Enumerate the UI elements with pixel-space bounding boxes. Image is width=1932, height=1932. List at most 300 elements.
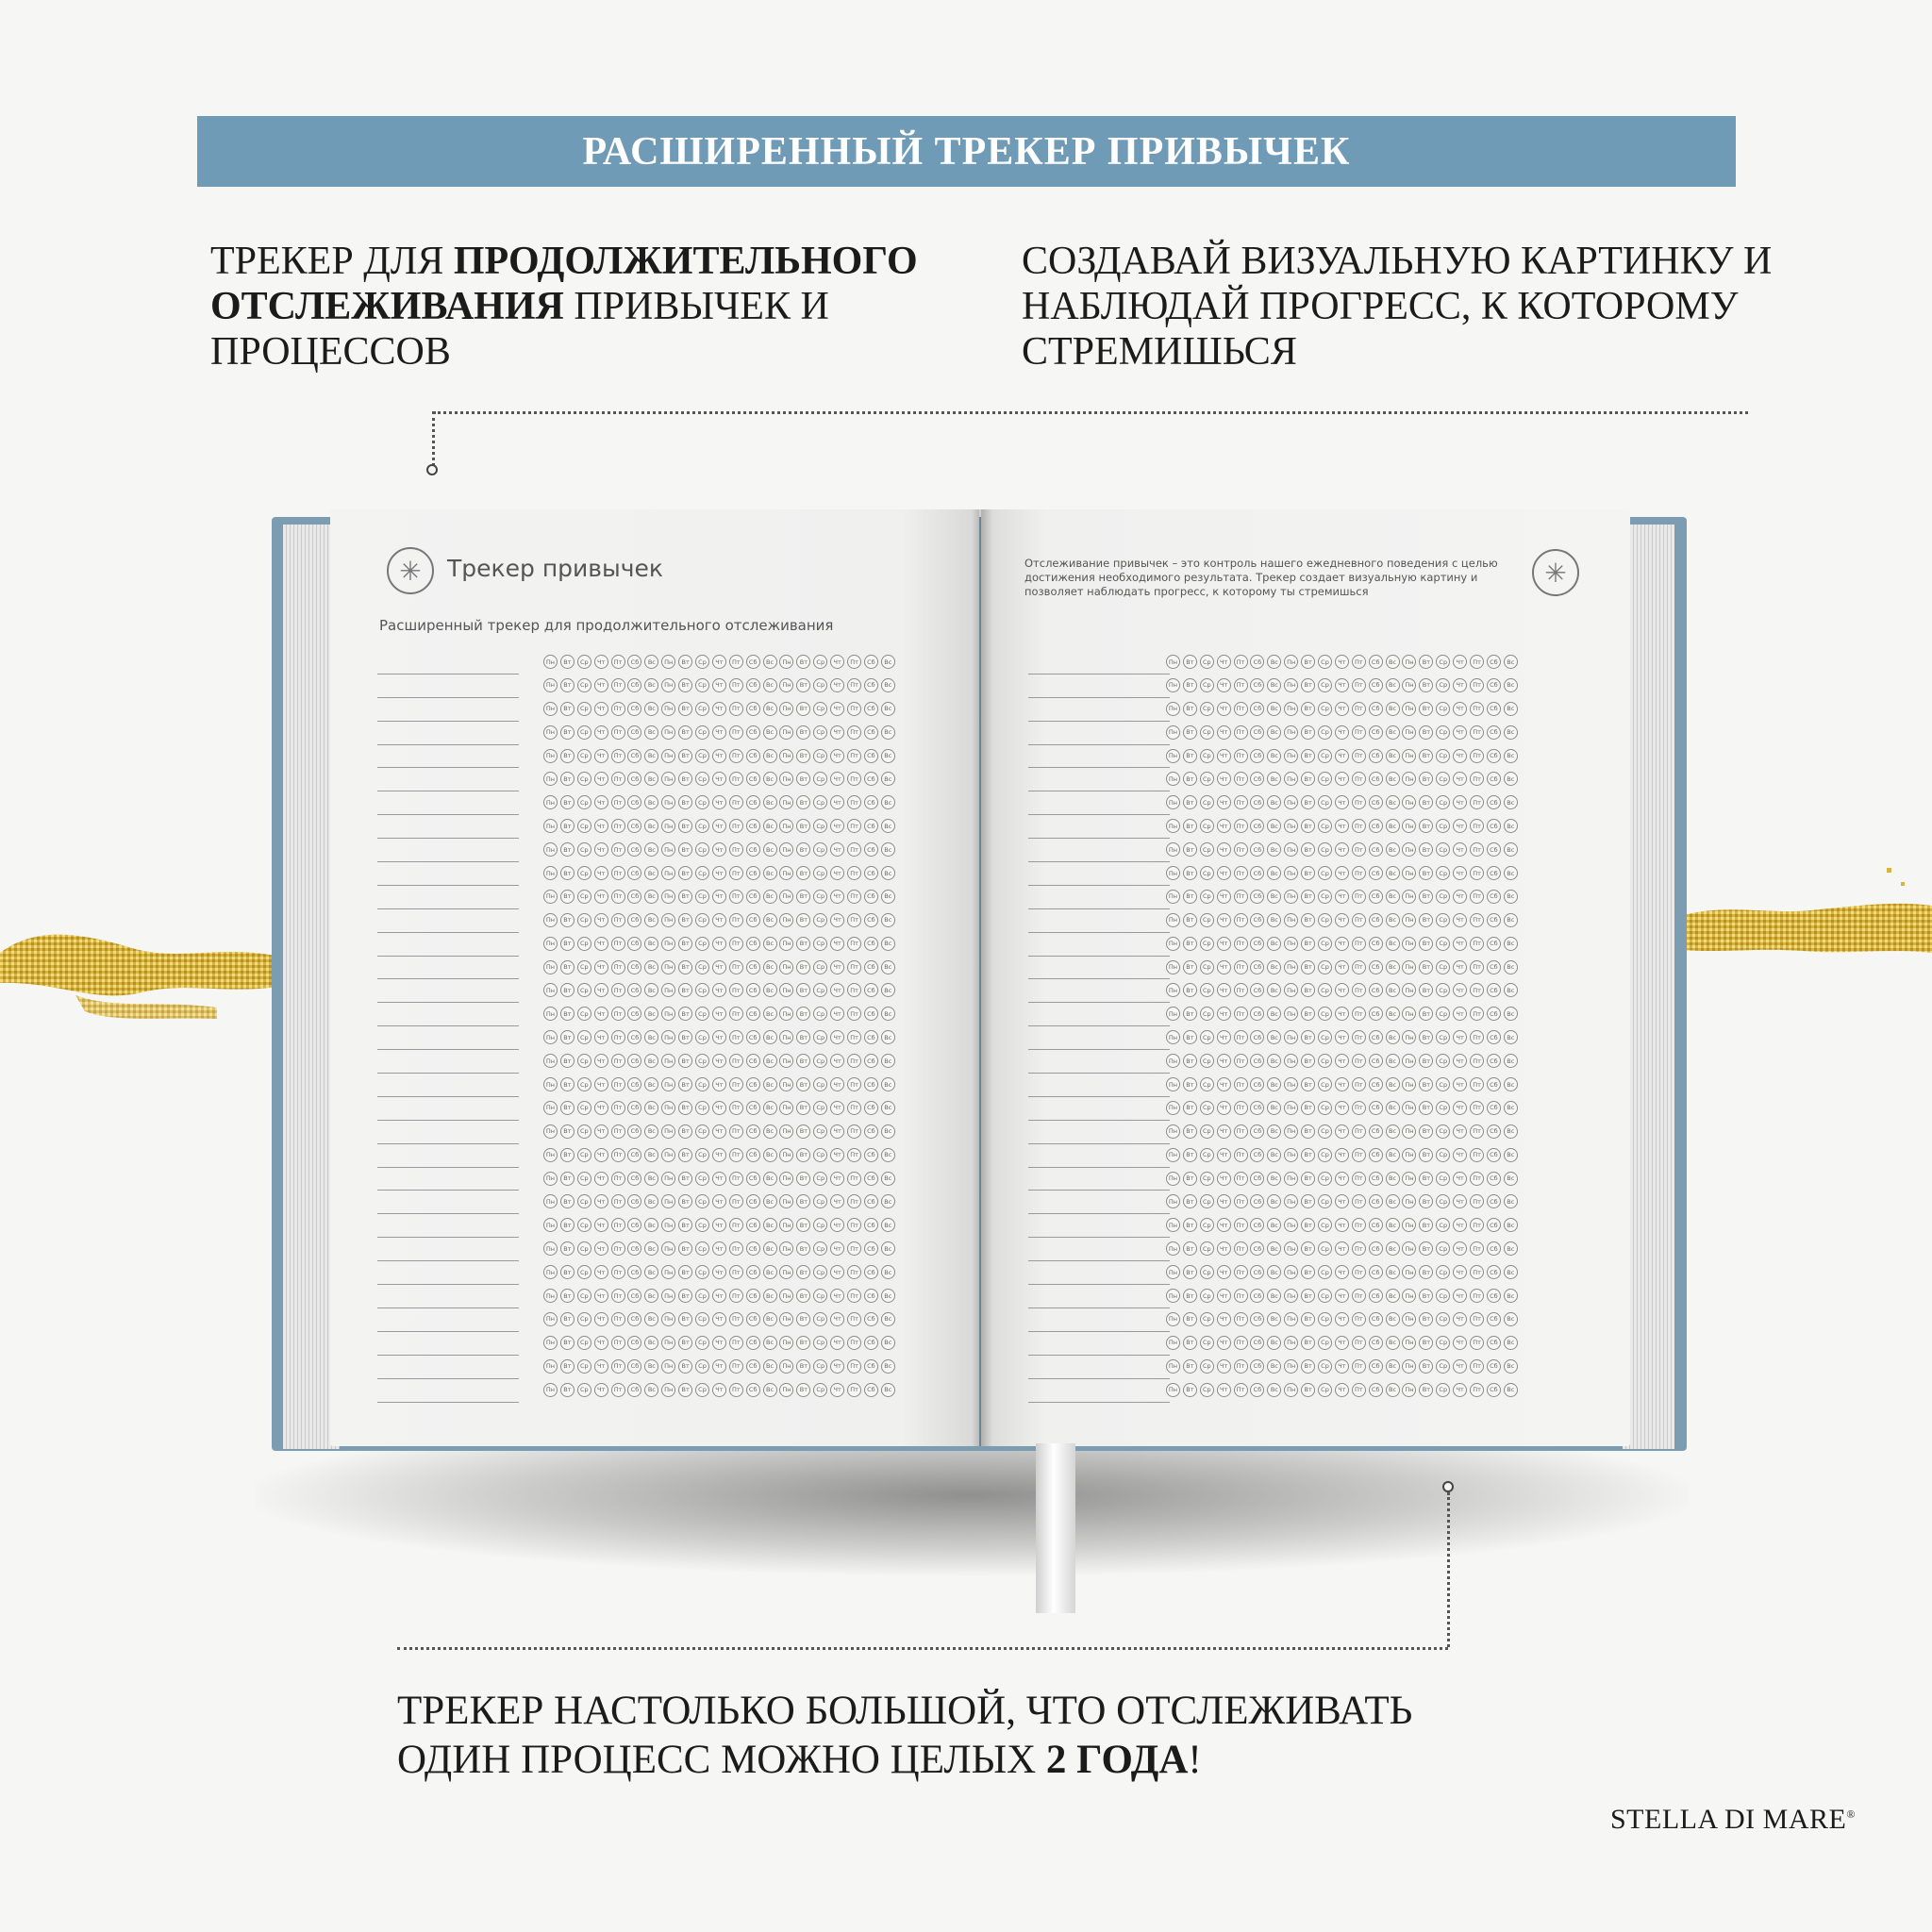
weekday-circle: Вт	[678, 1124, 692, 1139]
weekday-circle: Чт	[594, 1054, 608, 1068]
weekday-circle: Вт	[1183, 1101, 1197, 1115]
weekday-circle: Вт	[1419, 1172, 1433, 1186]
weekday-circle: Ср	[813, 749, 827, 763]
weekday-circle: Пн	[1166, 1383, 1180, 1397]
weekday-circle: Вт	[796, 1336, 810, 1350]
weekday-circle: Вт	[1183, 1289, 1197, 1303]
weekday-circle: Ср	[813, 1265, 827, 1279]
weekday-circle: Пн	[779, 866, 793, 880]
weekday-circle: Пт	[729, 1383, 743, 1397]
weekday-circle: Пт	[611, 913, 625, 927]
weekday-circle: Ср	[813, 795, 827, 809]
weekday-circle: Сб	[864, 1054, 878, 1068]
right-page	[981, 509, 1630, 1446]
weekday-circle: Пт	[611, 1383, 625, 1397]
weekday-circle: Чт	[1335, 1077, 1349, 1091]
weekday-circle: Вс	[644, 1289, 658, 1303]
weekday-circle: Чт	[712, 1172, 726, 1186]
weekday-circle: Чт	[1217, 1312, 1231, 1326]
weekday-circle: Пн	[661, 678, 675, 692]
feature-bottom-bold: 2 ГОДА	[1045, 1738, 1189, 1782]
weekday-circle: Вс	[1386, 1383, 1400, 1397]
weekday-circle: Пн	[779, 1218, 793, 1232]
weekday-circle: Пн	[779, 1077, 793, 1091]
weekday-circle: Ср	[813, 1359, 827, 1374]
weekday-circle: Вс	[1267, 1359, 1281, 1374]
weekday-circle: Пт	[847, 1030, 861, 1044]
habit-name-line	[1028, 675, 1170, 698]
weekday-circle: Чт	[1453, 725, 1467, 740]
weekday-circle: Сб	[864, 1383, 878, 1397]
weekday-circle: Пт	[611, 1124, 625, 1139]
habit-name-line	[377, 745, 519, 769]
weekday-circle: Пн	[543, 1265, 558, 1279]
weekday-circle: Вт	[1301, 1312, 1315, 1326]
weekday-circle: Пн	[1166, 1312, 1180, 1326]
weekday-circle: Вс	[881, 1265, 895, 1279]
weekday-circle: Пн	[779, 960, 793, 974]
weekday-circle: Пт	[1234, 1007, 1248, 1021]
weekday-circle: Пт	[1470, 1030, 1484, 1044]
weekday-circle: Ср	[813, 1148, 827, 1162]
weekday-circle: Пт	[1234, 1124, 1248, 1139]
weekday-circle: Пн	[1284, 937, 1298, 951]
weekday-circle: Пн	[1402, 1359, 1416, 1374]
habit-name-line	[1028, 1168, 1170, 1191]
weekday-circle: Чт	[830, 772, 844, 786]
weekday-circle: Чт	[1335, 1172, 1349, 1186]
weekday-circle: Сб	[627, 795, 641, 809]
weekday-circle: Ср	[1318, 1148, 1332, 1162]
weekday-circle: Пн	[1402, 1030, 1416, 1044]
weekday-circle: Пн	[1402, 678, 1416, 692]
weekday-circle: Чт	[712, 1383, 726, 1397]
weekday-circle: Пн	[661, 1241, 675, 1256]
weekday-circle: Ср	[1436, 655, 1450, 669]
weekday-circle: Сб	[627, 1289, 641, 1303]
weekday-circle: Ср	[1436, 772, 1450, 786]
weekday-circle: Вс	[763, 1312, 777, 1326]
weekday-circle: Ср	[695, 866, 709, 880]
weekday-circle: Вс	[1386, 1265, 1400, 1279]
weekday-circle: Вт	[560, 913, 575, 927]
weekday-circle: Ср	[1318, 1054, 1332, 1068]
weekday-circle: Вт	[1301, 1124, 1315, 1139]
weekday-circle: Вс	[1386, 1289, 1400, 1303]
weekday-circle: Пн	[1166, 678, 1180, 692]
habit-name-lines-left	[377, 651, 519, 1403]
weekday-circle: Вс	[644, 983, 658, 997]
weekday-circle: Пн	[543, 1241, 558, 1256]
weekday-circle: Чт	[712, 655, 726, 669]
weekday-circle: Вс	[644, 1172, 658, 1186]
weekday-circle: Пн	[1284, 725, 1298, 740]
weekday-circle: Сб	[1487, 1218, 1501, 1232]
weekday-circle: Пн	[661, 1054, 675, 1068]
banner-title: РАСШИРЕННЫЙ ТРЕКЕР ПРИВЫЧЕК	[582, 129, 1351, 174]
weekday-circle: Вс	[644, 1007, 658, 1021]
weekday-circle: Пн	[661, 1101, 675, 1115]
weekday-circle: Вс	[1267, 819, 1281, 833]
weekday-circle: Чт	[1453, 1054, 1467, 1068]
weekday-circle: Пн	[1166, 1336, 1180, 1350]
weekday-circle: Пн	[543, 937, 558, 951]
weekday-circle: Вт	[796, 655, 810, 669]
weekday-circle: Ср	[1436, 1383, 1450, 1397]
dotted-connector-bottom	[397, 1647, 1448, 1650]
weekday-circle: Пн	[661, 890, 675, 904]
weekday-circle: Чт	[594, 725, 608, 740]
weekday-circle: Сб	[1369, 1336, 1383, 1350]
weekday-circle: Пт	[847, 1101, 861, 1115]
habit-name-line	[1028, 909, 1170, 933]
weekday-circle: Сб	[864, 1218, 878, 1232]
weekday-circle: Вт	[1301, 1007, 1315, 1021]
weekday-circle: Ср	[1318, 1218, 1332, 1232]
habit-name-line	[377, 862, 519, 886]
weekday-circle: Пт	[729, 1312, 743, 1326]
weekday-circle: Сб	[746, 1077, 760, 1091]
weekday-circle: Вт	[678, 1265, 692, 1279]
weekday-circle: Вт	[678, 1148, 692, 1162]
habit-name-line	[1028, 722, 1170, 745]
weekday-circle: Пн	[779, 937, 793, 951]
weekday-circle: Сб	[627, 1241, 641, 1256]
weekday-circle: Вс	[1504, 795, 1518, 809]
weekday-circle: Пт	[1470, 819, 1484, 833]
weekday-circle: Чт	[1217, 678, 1231, 692]
weekday-circle: Сб	[864, 1077, 878, 1091]
weekday-circle: Чт	[1335, 866, 1349, 880]
weekday-circle: Пт	[847, 1148, 861, 1162]
weekday-circle: Пн	[1402, 1383, 1416, 1397]
weekday-circle: Пн	[1166, 842, 1180, 857]
weekday-circle: Пн	[661, 1077, 675, 1091]
weekday-circle: Вт	[796, 1194, 810, 1208]
weekday-circle: Вт	[1183, 1054, 1197, 1068]
weekday-circle: Вс	[1386, 1124, 1400, 1139]
weekday-circle: Чт	[594, 702, 608, 716]
weekday-circle: Вс	[881, 1148, 895, 1162]
weekday-circle: Сб	[1487, 1124, 1501, 1139]
left-page	[330, 509, 979, 1446]
weekday-circle: Сб	[1487, 1241, 1501, 1256]
weekday-circle: Сб	[1369, 842, 1383, 857]
weekday-circle: Пн	[1284, 1383, 1298, 1397]
weekday-circle: Ср	[695, 1101, 709, 1115]
weekday-circle: Пт	[1234, 1101, 1248, 1115]
weekday-circle: Пт	[1352, 983, 1366, 997]
weekday-circle: Ср	[1200, 1101, 1214, 1115]
weekday-circle: Сб	[1487, 960, 1501, 974]
weekday-circle: Ср	[1436, 725, 1450, 740]
weekday-circle: Вс	[1267, 795, 1281, 809]
weekday-circle: Вт	[1419, 1007, 1433, 1021]
weekday-circle: Вт	[678, 1007, 692, 1021]
habit-name-line	[1028, 1097, 1170, 1121]
weekday-circle: Ср	[695, 1148, 709, 1162]
weekday-circle: Сб	[1487, 1077, 1501, 1091]
weekday-circle: Ср	[813, 842, 827, 857]
weekday-circle: Пн	[1166, 1241, 1180, 1256]
weekday-circle: Вс	[763, 1148, 777, 1162]
weekday-circle: Пн	[1402, 1265, 1416, 1279]
weekday-circle: Вс	[1267, 866, 1281, 880]
weekday-circle: Пн	[661, 937, 675, 951]
weekday-circle: Вс	[1386, 678, 1400, 692]
weekday-circle: Пн	[543, 842, 558, 857]
weekday-circle: Чт	[1335, 749, 1349, 763]
weekday-circle: Вт	[796, 1241, 810, 1256]
weekday-circle: Чт	[1453, 960, 1467, 974]
weekday-circle: Чт	[1217, 1265, 1231, 1279]
weekday-circle: Вт	[678, 1241, 692, 1256]
weekday-circle: Сб	[746, 1218, 760, 1232]
weekday-circle: Чт	[1335, 819, 1349, 833]
habit-name-line	[1028, 698, 1170, 722]
weekday-circle: Ср	[1436, 1007, 1450, 1021]
weekday-circle: Вт	[1301, 1077, 1315, 1091]
weekday-circle: Сб	[746, 1030, 760, 1044]
feature-left-text-end: ПРИВЫЧЕК И ПРОЦЕССОВ	[210, 285, 829, 374]
weekday-circle: Вс	[1386, 1054, 1400, 1068]
weekday-circle: Вт	[1419, 1241, 1433, 1256]
weekday-circle: Чт	[594, 749, 608, 763]
weekday-circle: Вс	[1504, 1265, 1518, 1279]
weekday-circle: Вт	[1183, 819, 1197, 833]
weekday-circle: Вт	[1183, 890, 1197, 904]
weekday-circle: Пн	[779, 890, 793, 904]
weekday-circle: Чт	[830, 1030, 844, 1044]
weekday-circle: Пт	[847, 960, 861, 974]
weekday-circle: Чт	[1453, 1101, 1467, 1115]
weekday-circle: Сб	[864, 1336, 878, 1350]
weekday-circle: Пт	[729, 1124, 743, 1139]
weekday-circle: Пт	[1234, 819, 1248, 833]
weekday-circle: Пн	[1166, 1124, 1180, 1139]
habit-name-line	[1028, 886, 1170, 909]
weekday-circle: Пт	[611, 1312, 625, 1326]
habit-name-line	[377, 675, 519, 698]
weekday-circle: Пн	[543, 772, 558, 786]
weekday-circle: Сб	[864, 1241, 878, 1256]
weekday-circle: Вт	[678, 702, 692, 716]
star-logo-icon: ✳	[387, 547, 434, 594]
weekday-circle: Вс	[1504, 1218, 1518, 1232]
habit-name-line	[1028, 1261, 1170, 1285]
weekday-circle: Пн	[1166, 1218, 1180, 1232]
weekday-circle: Пн	[1402, 1172, 1416, 1186]
weekday-circle: Пт	[611, 1054, 625, 1068]
weekday-circle: Вт	[1419, 1336, 1433, 1350]
weekday-circle: Чт	[830, 1241, 844, 1256]
weekday-circle: Вт	[1183, 1336, 1197, 1350]
weekday-circle: Ср	[1200, 1172, 1214, 1186]
weekday-circle: Вт	[678, 655, 692, 669]
weekday-circle: Чт	[1335, 960, 1349, 974]
weekday-circle: Сб	[1487, 1148, 1501, 1162]
weekday-circle: Пт	[611, 655, 625, 669]
weekday-circle: Пн	[1284, 1124, 1298, 1139]
weekday-circle: Чт	[594, 772, 608, 786]
weekday-circle: Вс	[1267, 1007, 1281, 1021]
weekday-circle: Пн	[543, 1030, 558, 1044]
weekday-circle: Пн	[1402, 1148, 1416, 1162]
weekday-circle: Вт	[560, 1359, 575, 1374]
weekday-circle: Сб	[1250, 1101, 1264, 1115]
weekday-circle: Вс	[1504, 1312, 1518, 1326]
weekday-circle: Ср	[1318, 749, 1332, 763]
weekday-circle: Пт	[1352, 866, 1366, 880]
weekday-circle: Пт	[729, 1054, 743, 1068]
weekday-circle: Вт	[560, 1124, 575, 1139]
weekday-circle: Сб	[1369, 866, 1383, 880]
weekday-circle: Пт	[1352, 1218, 1366, 1232]
weekday-circle: Чт	[594, 819, 608, 833]
weekday-circle: Пн	[1166, 749, 1180, 763]
weekday-circle: Вс	[1386, 983, 1400, 997]
weekday-circle: Пн	[1284, 1101, 1298, 1115]
weekday-circle: Вс	[763, 1218, 777, 1232]
weekday-circle: Пт	[729, 913, 743, 927]
weekday-circle: Чт	[712, 725, 726, 740]
weekday-circle: Сб	[864, 960, 878, 974]
weekday-circle: Сб	[1487, 772, 1501, 786]
weekday-circle: Сб	[746, 960, 760, 974]
weekday-circle: Пн	[779, 678, 793, 692]
weekday-circle: Сб	[1250, 1194, 1264, 1208]
weekday-circle: Ср	[695, 1172, 709, 1186]
weekday-circle: Ср	[1436, 842, 1450, 857]
weekday-circle: Пн	[661, 1030, 675, 1044]
weekday-circle: Сб	[1369, 725, 1383, 740]
weekday-circle: Чт	[594, 1101, 608, 1115]
weekday-circle: Ср	[695, 1124, 709, 1139]
weekday-circle: Пт	[729, 702, 743, 716]
weekday-circle: Пт	[1352, 1194, 1366, 1208]
weekday-circle: Вс	[644, 1124, 658, 1139]
weekday-circle: Ср	[577, 1172, 591, 1186]
weekday-circle: Чт	[830, 1194, 844, 1208]
habit-name-line	[1028, 1332, 1170, 1356]
weekday-circle: Пт	[1234, 1218, 1248, 1232]
weekday-circle: Сб	[1369, 1054, 1383, 1068]
weekday-circle: Чт	[712, 866, 726, 880]
weekday-circle: Пн	[1166, 1148, 1180, 1162]
weekday-circle: Вс	[644, 1336, 658, 1350]
weekday-circle: Сб	[627, 960, 641, 974]
weekday-circle: Чт	[1217, 1148, 1231, 1162]
weekday-circle: Сб	[1369, 1218, 1383, 1232]
weekday-circle: Чт	[830, 1218, 844, 1232]
weekday-circle: Сб	[746, 1289, 760, 1303]
weekday-circle: Пн	[779, 655, 793, 669]
weekday-circle: Сб	[1369, 1241, 1383, 1256]
dotted-connector-top	[433, 411, 1748, 414]
weekday-circle: Ср	[577, 1218, 591, 1232]
weekday-circle: Вт	[560, 1054, 575, 1068]
weekday-circle: Пн	[779, 1194, 793, 1208]
weekday-circle: Пн	[1166, 1101, 1180, 1115]
weekday-circle: Вт	[560, 1383, 575, 1397]
weekday-circle: Пт	[847, 983, 861, 997]
weekday-circle: Ср	[1318, 725, 1332, 740]
weekday-circle: Пт	[611, 819, 625, 833]
weekday-circle: Ср	[1318, 1007, 1332, 1021]
weekday-circle: Пн	[1402, 842, 1416, 857]
weekday-circle: Чт	[712, 1077, 726, 1091]
weekday-circle: Вт	[1183, 702, 1197, 716]
weekday-circle: Пт	[611, 1077, 625, 1091]
weekday-circle: Вс	[1267, 983, 1281, 997]
weekday-circle: Пн	[661, 655, 675, 669]
weekday-circle: Пн	[1284, 913, 1298, 927]
weekday-circle: Вс	[1386, 842, 1400, 857]
weekday-circle: Вс	[1504, 1336, 1518, 1350]
weekday-circle: Пт	[729, 1172, 743, 1186]
habit-name-line	[1028, 1214, 1170, 1238]
weekday-circle: Чт	[1217, 842, 1231, 857]
weekday-circle: Ср	[813, 1124, 827, 1139]
weekday-circle: Вт	[1419, 749, 1433, 763]
weekday-circle: Ср	[695, 890, 709, 904]
weekday-circle: Сб	[864, 1312, 878, 1326]
weekday-circle: Сб	[627, 1265, 641, 1279]
weekday-circle: Ср	[1436, 1265, 1450, 1279]
weekday-circle: Ср	[1436, 702, 1450, 716]
weekday-circle: Ср	[1318, 819, 1332, 833]
weekday-circle: Вс	[881, 1101, 895, 1115]
weekday-circle: Ср	[577, 1194, 591, 1208]
weekday-circle: Чт	[594, 1336, 608, 1350]
weekday-circle: Вс	[1386, 819, 1400, 833]
weekday-circle: Вс	[644, 842, 658, 857]
weekday-circle: Пт	[1234, 1077, 1248, 1091]
weekday-circle: Пн	[661, 866, 675, 880]
weekday-circle: Чт	[1453, 1172, 1467, 1186]
weekday-circle: Чт	[1335, 772, 1349, 786]
habit-name-line	[1028, 768, 1170, 791]
weekday-circle: Вт	[1301, 655, 1315, 669]
weekday-circle: Чт	[830, 842, 844, 857]
weekday-circle: Сб	[864, 795, 878, 809]
habit-name-line	[377, 1191, 519, 1214]
weekday-circle: Ср	[577, 678, 591, 692]
weekday-circle: Чт	[594, 1289, 608, 1303]
weekday-circle: Пн	[1284, 655, 1298, 669]
habit-name-line	[377, 839, 519, 862]
weekday-circle: Пт	[1352, 1241, 1366, 1256]
weekday-circle: Вт	[678, 795, 692, 809]
weekday-circle: Вс	[881, 960, 895, 974]
habit-name-line	[1028, 1144, 1170, 1168]
weekday-circle: Вс	[881, 1312, 895, 1326]
weekday-circle: Ср	[813, 1383, 827, 1397]
habit-name-line	[1028, 979, 1170, 1003]
weekday-circle: Пт	[847, 1172, 861, 1186]
habit-name-line	[377, 1238, 519, 1261]
weekday-circle: Вс	[881, 819, 895, 833]
weekday-circle: Чт	[712, 1054, 726, 1068]
weekday-circle: Вт	[1301, 1265, 1315, 1279]
weekday-circle: Пт	[1352, 1030, 1366, 1044]
weekday-circle: Пн	[1166, 655, 1180, 669]
weekday-circle: Чт	[594, 1148, 608, 1162]
weekday-circle: Ср	[695, 678, 709, 692]
weekday-circle: Пн	[1402, 1054, 1416, 1068]
weekday-circle: Сб	[1250, 1054, 1264, 1068]
habit-name-line	[377, 1144, 519, 1168]
